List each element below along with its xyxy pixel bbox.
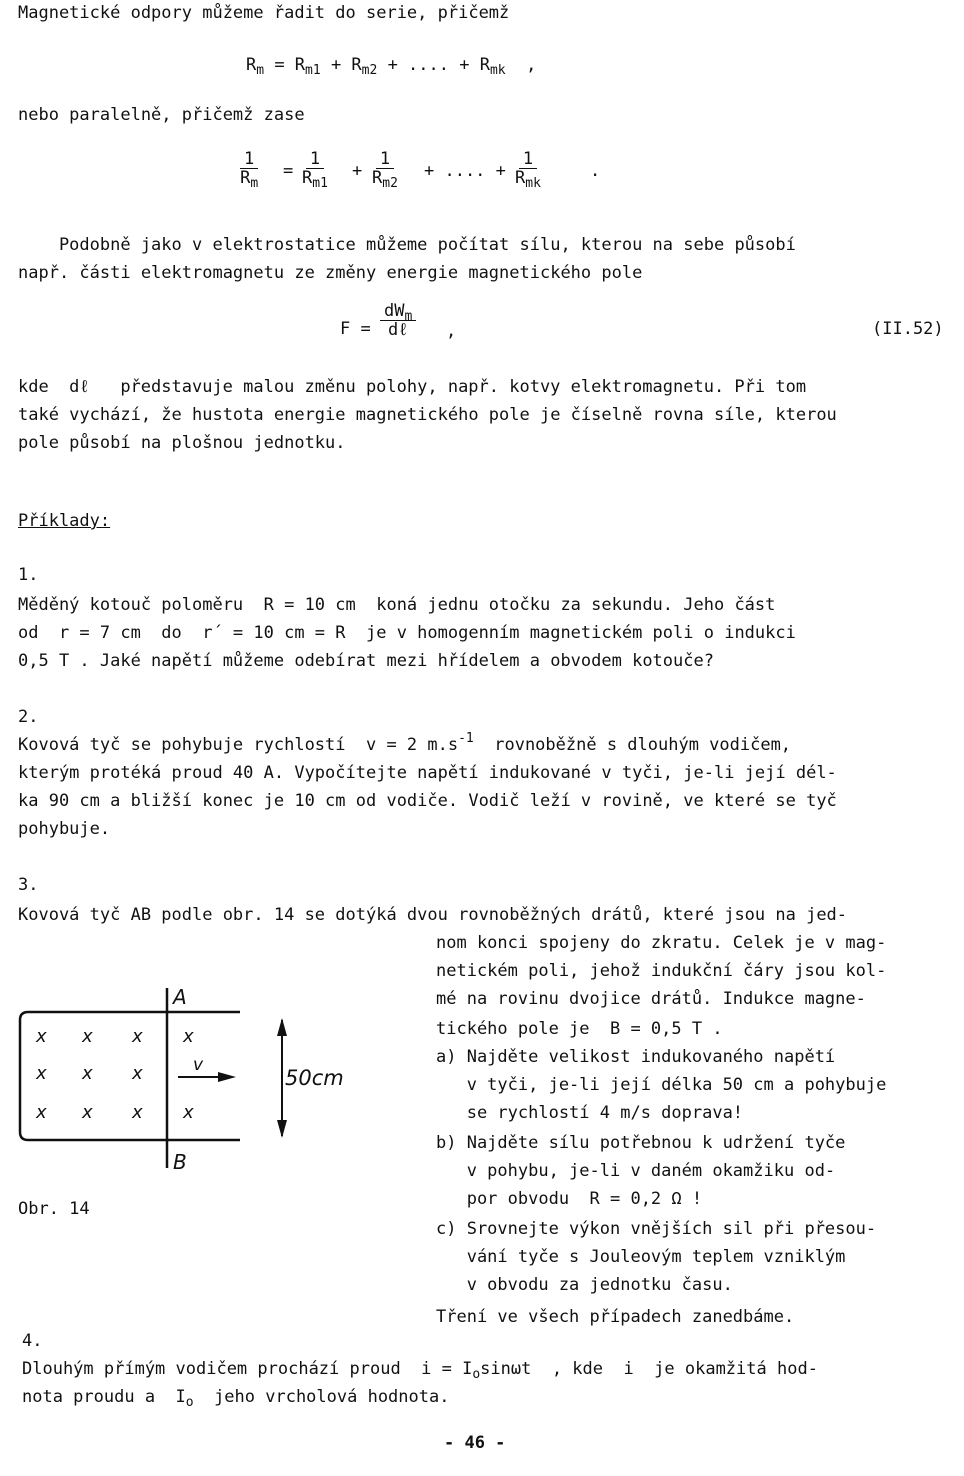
example-1-number: 1.: [18, 565, 39, 585]
field-mark: x: [36, 1102, 47, 1123]
field-mark: x: [82, 1102, 93, 1123]
field-mark: x: [36, 1063, 47, 1084]
equation-number: (II.52): [872, 319, 944, 339]
field-mark: x: [183, 1026, 194, 1047]
field-mark: x: [183, 1102, 194, 1123]
paragraph-1-line-2: např. části elektromagnetu ze změny energie magnetického pole: [18, 263, 643, 283]
field-mark: x: [82, 1063, 93, 1084]
example-1-line-1: Měděný kotouč poloměru R = 10 cm koná jednu otočku za sekundu. Jeho část: [18, 595, 776, 615]
example-2-line-3: ka 90 cm a bližší konec je 10 cm od vodiče. Vodič leží v rovině, ve které se tyč: [18, 791, 837, 811]
velocity-label: v: [193, 1055, 204, 1075]
paragraph-2-line-1: kde dℓ představuje malou změnu polohy, např. kotvy elektromagnetu. Při tom: [18, 377, 807, 397]
example-4-line-2: nota proudu a $I_o$ jeho vrcholová hodnota.: [22, 1387, 450, 1410]
label-a: A: [173, 985, 187, 1009]
figure-caption: Obr. 14: [18, 1199, 90, 1219]
intro-line-1: Magnetické odpory můžeme řadit do serie, přičemž: [18, 3, 510, 23]
example-4-number: 4.: [22, 1331, 43, 1351]
example-4-line-1: Dlouhým přímým vodičem prochází proud $i = I_o\sin\omega t$ , kde i je okamžitá hod-: [22, 1359, 818, 1382]
example-2-line-4: pohybuje.: [18, 819, 111, 839]
example-2-number: 2.: [18, 707, 39, 727]
example-3-number: 3.: [18, 875, 39, 895]
label-b: B: [173, 1150, 187, 1174]
field-mark: x: [132, 1063, 143, 1084]
series-equation: $R_m = R_{m1} + R_{m2}$ + .... + $R_{mk}$ ,: [246, 55, 537, 78]
paragraph-2-line-3: pole působí na plošnou jednotku.: [18, 433, 346, 453]
examples-heading: Příklady:: [18, 511, 111, 531]
dimension-label: 50cm: [285, 1066, 344, 1090]
example-1-line-3: 0,5 T . Jaké napětí můžeme odebírat mezi hřídelem a obvodem kotouče?: [18, 651, 714, 671]
document-page: Magnetické odpory můžeme řadit do serie, přičemž $R_m = R_{m1} + R_{m2}$ + .... + $R_{mk}$ , nebo paralelně, přičemž zase $\frac{1}{R_m}$ = $\frac{1}{R_{m1}}$ + $\frac{1}{R_{m2}}$ + .... + 1 $R_{mk}$ . Podobně jako v elektrostatice můžeme počítat sílu, kterou na sebe působí např. části elektromagnetu ze změny energie magnetického pole F = $dW_m$ dℓ , (II.52) kde dℓ představuje malou změnu polohy, např. kotvy elektromagnetu. Při tom také vychází, že hustota energie magnetického pole je číselně rovna síle, kterou pole působí na plošnou jednotku. Příklady: 1. Měděný kotouč poloměru R = 10 cm koná jednu otočku za sekundu. Jeho část od r = 7 cm do r´ = 10 cm = R je v homogenním magnetickém poli o indukci 0,5 T . Jaké napětí můžeme odebírat mezi hřídelem a obvodem kotouče? 2. Kovová tyč se pohybuje rychlostí v = 2 $m.s^{-1}$ rovnoběžně s dlouhým vodičem, kterým protéká proud 40 A. Vypočítejte napětí indukované v tyči, je-li její dél- ka 90 cm a bližší konec je 10 cm od vodiče. Vodič leží v rovině, ve které se tyč pohybuje. 3. Kovová tyč AB podle obr. 14 se dotýká dvou rovnoběžných drátů, které jsou na jed- nom konci spojeny do zkratu. Celek je v mag- netickém poli, jehož indukční čáry jsou kol- mé na rovinu dvojice drátů. Indukce magne- tického pole je B = 0,5 T . a) Najděte velikost indukovaného napětí v tyči, je-li její délka 50 cm a pohybuje se rychlostí 4 m/s doprava! b) Najděte sílu potřebnou k udržení tyče v pohybu, je-li v daném okamžiku od- por obvodu R = 0,2 Ω ! c) Srovnejte výkon vnějších sil při přesou- vání tyče s Jouleovým teplem vzniklým v obvodu za jednotku času. Tření ve všech případech zanedbáme. x x x x x x x x x x x A B v 50cm Obr. 14 4. Dlouhým přímým vodičem prochází proud $i = I_o\sin\omega t$ , kde i je okamžitá hod- nota proudu a $I_o$ jeho vrcholová hodnota. - 46 -: [0, 0, 964, 1476]
field-mark: x: [132, 1102, 143, 1123]
paragraph-2-line-2: také vychází, že hustota energie magnetického pole je číselně rovna síle, kterou: [18, 405, 837, 425]
field-mark: x: [36, 1026, 47, 1047]
paragraph-1-line-1: Podobně jako v elektrostatice můžeme počítat sílu, kterou na sebe působí: [18, 235, 796, 255]
field-mark: x: [132, 1026, 143, 1047]
field-mark: x: [82, 1026, 93, 1047]
example-2-line-1: Kovová tyč se pohybuje rychlostí v = 2 $m.s^{-1}$ rovnoběžně s dlouhým vodičem,: [18, 731, 792, 755]
example-1-line-2: od r = 7 cm do r´ = 10 cm = R je v homogenním magnetickém poli o indukci: [18, 623, 796, 643]
page-number: - 46 -: [444, 1433, 506, 1453]
example-2-line-2: kterým protéká proud 40 A. Vypočítejte napětí indukované v tyči, je-li její dél-: [18, 763, 837, 783]
intro-line-2: nebo paralelně, přičemž zase: [18, 105, 305, 125]
example-3-line-1: Kovová tyč AB podle obr. 14 se dotýká dvou rovnoběžných drátů, které jsou na jed-: [18, 905, 848, 925]
